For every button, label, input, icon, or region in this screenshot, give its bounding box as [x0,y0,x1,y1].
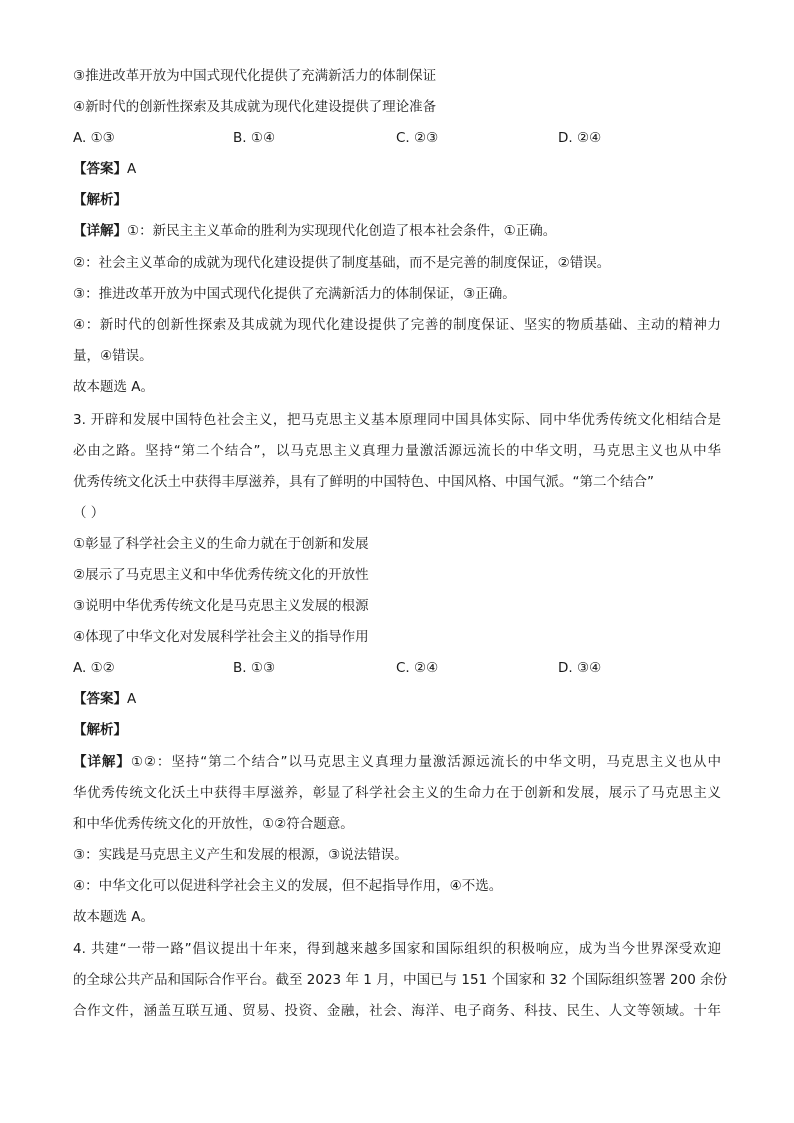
q4-stem-1: 4. 共建“一带一路”倡议提出十年来，得到越来越多国家和国际组织的积极响应，成为当今世界深受欢迎 [73,941,721,957]
q2-statement-4: ④新时代的创新性探索及其成就为现代化建设提供了理论准备 [73,99,437,115]
q2-statement-3: ③推进改革开放为中国式现代化提供了充满新活力的体制保证 [73,68,437,84]
q2-option-c: C. ②③ [396,130,439,146]
q3-detail-1a [73,752,721,772]
q3-detail-4: ④：中华文化可以促进科学社会主义的发展，但不起指导作用，④不选。 [73,878,503,894]
q3-stem-1: 3. 开辟和发展中国特色社会主义，把马克思主义基本原理同中国具体实际、同中华优秀传统文化相结合是 [73,412,721,428]
q4-stem-3: 合作文件，涵盖互联互通、贸易、投资、金融，社会、海洋、电子商务、科技、民生、人文等领域。十年 [73,1003,721,1019]
q3-stem-3: 优秀传统文化沃土中获得丰厚滋养，具有了鲜明的中国特色、中国风格、中国气派。“第二个结合” [73,474,654,490]
q2-analysis-label: 【解析】 [73,192,127,208]
q3-option-d: D. ③④ [558,660,602,676]
q3-answer [73,689,136,709]
q3-detail-1c: 和中华优秀传统文化的开放性，①②符合题意。 [73,816,354,832]
q3-detail-1b: 华优秀传统文化沃土中获得丰厚滋养，彰显了科学社会主义的生命力在于创新和发展，展示了马克思主义 [73,785,721,801]
q2-option-a: A. ①③ [73,130,115,146]
q2-detail-4b: 量，④错误。 [73,348,153,364]
q2-detail-3: ③：推进改革开放为中国式现代化提供了充满新活力的体制保证，③正确。 [73,286,516,302]
q3-option-a: A. ①② [73,660,115,676]
q3-option-c: C. ②④ [396,660,439,676]
q3-conclusion: 故本题选 A。 [73,909,155,925]
answer-label: 【答案】 [73,161,127,177]
q3-statement-2: ②展示了马克思主义和中华优秀传统文化的开放性 [73,567,369,583]
q2-option-b: B. ①④ [233,130,276,146]
q2-detail-1 [73,221,556,241]
q2-detail-4a: ④：新时代的创新性探索及其成就为现代化建设提供了完善的制度保证、坚实的物质基础、主动的精神力 [73,317,721,333]
q3-option-b: B. ①③ [233,660,276,676]
q4-stem-2: 的全球公共产品和国际合作平台。截至 2023 年 1 月，中国已与 151 个国家和 32 个国际组织签署 200 余份 [73,972,728,988]
q3-blank: （ ） [73,505,105,521]
q2-conclusion: 故本题选 A。 [73,379,155,395]
q2-detail-2: ②：社会主义革命的成就为现代化建设提供了制度基础，而不是完善的制度保证，②错误。 [73,255,611,271]
answer-value: A [127,161,137,177]
q3-analysis-label: 【解析】 [73,722,127,738]
q2-answer [73,159,136,179]
detail-label: 【详解】 [73,754,131,770]
answer-label: 【答案】 [73,691,127,707]
q3-statement-1: ①彰显了科学社会主义的生命力就在于创新和发展 [73,536,369,552]
q3-detail-3: ③：实践是马克思主义产生和发展的根源，③说法错误。 [73,847,408,863]
q3-stem-2: 必由之路。坚持“第二个结合”，以马克思主义真理力量激活源远流长的中华文明，马克思主义也从中华 [73,443,721,459]
answer-value: A [127,691,137,707]
q2-options [73,128,733,148]
detail-text: ①②：坚持“第二个结合”以马克思主义真理力量激活源远流长的中华文明，马克思主义也从中 [130,754,721,770]
q3-options [73,658,733,678]
detail-label: 【详解】 [73,223,127,239]
q2-option-d: D. ②④ [558,130,602,146]
q3-statement-3: ③说明中华优秀传统文化是马克思主义发展的根源 [73,598,369,614]
q3-statement-4: ④体现了中华文化对发展科学社会主义的指导作用 [73,629,369,645]
detail-text: ①：新民主主义革命的胜利为实现现代化创造了根本社会条件，①正确。 [127,223,557,239]
